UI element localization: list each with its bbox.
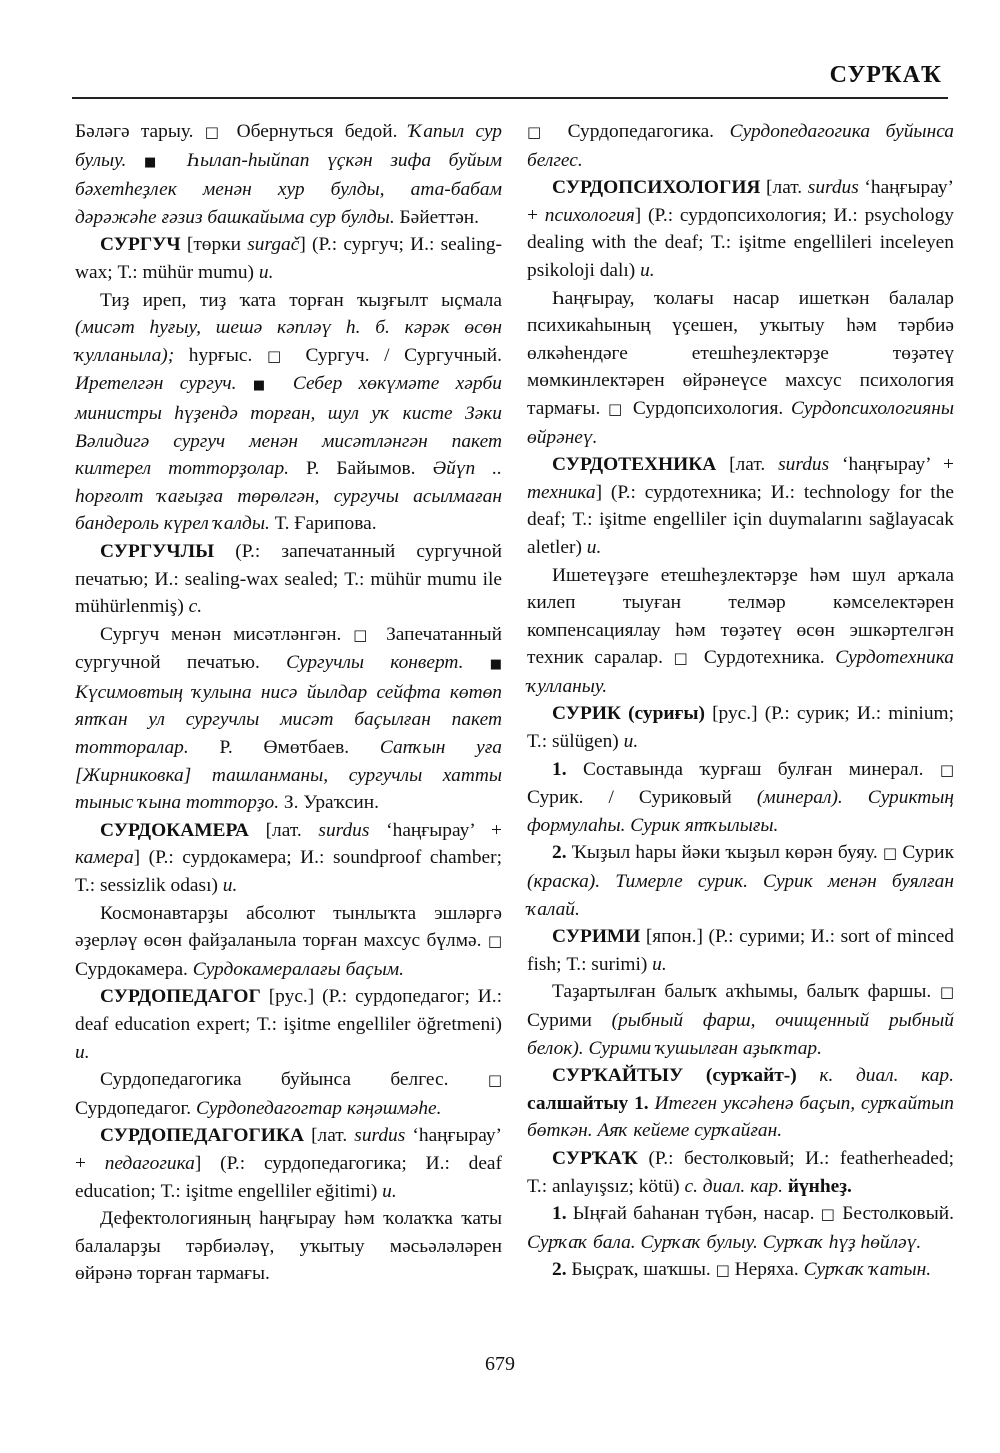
dictionary-paragraph xyxy=(75,287,502,538)
headword: 2. xyxy=(552,1259,567,1281)
italic-text: Әйүп .. һорғолт ҡағыҙға төрөлгән, сургучы асылмаған бандероль күрел ҡалды. xyxy=(75,458,502,535)
entry-text: ‘һаңғырау’ + xyxy=(75,1125,502,1174)
entry-text: ] (Р.: сурдопсихология; И.: psychology dealing with the deaf; Т.: işitme engellileri inceleyen psikoloji dalı) xyxy=(527,204,954,281)
italic-text: психология xyxy=(544,204,635,226)
entry-text: Обернуться бедой. xyxy=(225,121,409,142)
left-column xyxy=(75,118,502,1288)
italic-text: (рыбный фарш, очищенный рыбный белок). Сурими ҡушылған аҙыҡтар. xyxy=(527,1010,954,1059)
italic-text: Сурҡаҡ ҡатын. xyxy=(803,1259,932,1281)
entry-text: Сургуч. / Сургучный. xyxy=(290,344,502,366)
italic-text: педагогика xyxy=(104,1152,195,1174)
italic-text: (минерал). Суриктың формулаһы. Сурик ятҡылығы. xyxy=(527,787,955,836)
italic-text: Һылап-һыйпап үҫкән зифа буйым бәхетһеҙлек менән хур булды, ата-бабам дәрәжәһе ғәзиз башкайыма сур булды. xyxy=(75,149,502,228)
dictionary-paragraph xyxy=(75,1066,502,1122)
headword: СУРДОТЕХНИКА xyxy=(552,454,717,476)
dictionary-paragraph xyxy=(75,900,502,984)
dictionary-paragraph xyxy=(75,817,502,900)
dictionary-paragraph xyxy=(527,756,954,840)
dictionary-paragraph xyxy=(527,1200,954,1256)
italic-text: с. диал. кар. xyxy=(684,1175,783,1197)
italic-text: Күсимовтың ҡулына нисә йылдар сейфта көтөп ятҡан ул сургучлы мисәт баҫылған пакет тотторалар. xyxy=(75,681,502,759)
italic-text: surgač xyxy=(247,234,300,256)
italic-text: Сурдопсихологияны өйрәнеү. xyxy=(527,397,954,448)
headword: СУРГУЧ xyxy=(100,234,181,256)
headword: СУРИМИ xyxy=(552,926,641,948)
headword: СУРИК (суриғы) xyxy=(552,703,705,725)
entry-text: [рус.] (Р.: сурдопедагог; И.: deaf education expert; Т.: işitme engelliler öğretmeni) xyxy=(75,986,502,1035)
dictionary-paragraph xyxy=(527,1062,954,1145)
italic-text: и. xyxy=(75,1041,90,1063)
dictionary-paragraph xyxy=(75,118,502,231)
italic-text: и. xyxy=(652,953,667,975)
entry-text: Дефектологияның һаңғырау һәм ҡолаҡҡа ҡаты балаларҙы тәрбиәләү, уҡытыу мәсьәләләрен өйрәнә торған тармағы. xyxy=(75,1208,502,1285)
entry-text: Сурдопедагогика. xyxy=(551,121,730,142)
open-box-symbol: □ xyxy=(204,123,226,141)
entry-text: Сурдопедагогика буйынса белгес. xyxy=(100,1069,488,1091)
entry-text: Запечатанный сургучной печатью. xyxy=(75,623,502,674)
dictionary-paragraph xyxy=(527,978,954,1062)
italic-text: Ҡапыл сур булыу. xyxy=(75,121,502,171)
entry-text: Сурдопсихология. xyxy=(625,397,791,419)
open-box-symbol: □ xyxy=(820,1205,837,1224)
headword: 1. xyxy=(552,1203,567,1225)
italic-text: Сурдокамералағы баҫым. xyxy=(192,958,404,980)
entry-text: [лат. xyxy=(760,177,808,199)
entry-text: [лат. xyxy=(716,454,779,476)
entry-text: Сурик xyxy=(897,842,954,864)
entry-text: Сурдопедагог. xyxy=(75,1097,196,1119)
dictionary-paragraph xyxy=(527,1145,954,1200)
italic-text: Итеген уксәһенә баҫып, сурҡайтып бөткән. Аяҡ кейеме сурҡайған. xyxy=(527,1092,954,1142)
headword: салшайтыу 1. xyxy=(527,1092,649,1114)
headword: СУРДОПЕДАГОГИКА xyxy=(100,1125,304,1147)
italic-text: и. xyxy=(586,536,602,558)
dictionary-paragraph xyxy=(527,562,954,701)
headword: йүнһеҙ. xyxy=(787,1175,852,1197)
italic-text: (мисәт һуғыу, шешә кәпләү һ. б. кәрәк өсөн ҡулланыла); xyxy=(75,317,502,366)
open-box-symbol: □ xyxy=(939,983,954,1002)
italic-text: техника xyxy=(527,481,596,503)
entry-text: (Р.: бестолковый; И.: featherheaded; Т.: anlayışsız; kötü) xyxy=(527,1147,954,1197)
entry-text: З. Ураҡсин. xyxy=(279,792,379,814)
entry-text: [лат. xyxy=(248,819,319,841)
dictionary-paragraph xyxy=(75,538,502,621)
filled-square-symbol: ■ xyxy=(489,657,502,673)
open-box-symbol: □ xyxy=(608,399,626,418)
italic-text: Иретелгән сургуч. xyxy=(75,373,253,395)
dictionary-paragraph xyxy=(527,285,954,452)
entry-text xyxy=(797,1065,820,1086)
italic-text: Сургучлы конверт. xyxy=(286,652,490,674)
open-box-symbol: □ xyxy=(527,123,552,141)
dictionary-paragraph xyxy=(527,118,954,174)
dictionary-paragraph xyxy=(75,983,502,1066)
entry-text: [япон.] (Р.: сурими; И.: sort of minced fish; Т.: surimi) xyxy=(527,926,954,975)
headword: СУРДОКАМЕРА xyxy=(100,819,249,841)
italic-text: камера xyxy=(75,847,134,869)
entry-text: Сурдокамера. xyxy=(75,958,193,980)
headword: СУРДОПСИХОЛОГИЯ xyxy=(552,177,761,199)
entry-text: Ыңғай баһанан түбән, насар. xyxy=(566,1203,821,1225)
dictionary-paragraph xyxy=(527,839,954,923)
italic-text: и. xyxy=(640,259,655,281)
open-box-symbol: □ xyxy=(882,844,898,863)
header-rule xyxy=(72,97,948,99)
dictionary-paragraph xyxy=(527,700,954,755)
entry-text: Ишетеүҙәге етешһеҙлектәрҙе һәм шул арҡала килеп тыуған телмәр кәмселектәрен компенсациялау һәм төҙәтеү өсөн эшкәртелгән техник саралар. xyxy=(527,564,954,669)
entry-text: Т. Ғарипова. xyxy=(269,513,377,535)
italic-text: Сурдопедагогика буйынса белгес. xyxy=(527,121,954,171)
entry-text: Тиҙ иреп, тиҙ ҡата торған ҡыҙғылт ыҫмала xyxy=(100,289,502,311)
entry-text: Быҫраҡ, шаҡшы. xyxy=(566,1259,716,1281)
entry-text: ‘һаңғырау’ + xyxy=(527,177,955,226)
entry-text: Составында ҡурғаш булған минерал. xyxy=(566,758,940,780)
italic-text: и. xyxy=(623,731,639,753)
italic-text: и. xyxy=(382,1180,397,1202)
dictionary-paragraph xyxy=(75,1205,502,1288)
italic-text: Себер хөкүмәте хәрби министры һүҙендә торған, шул уҡ кисте Зәки Вәлидигә сургуч менән мисәтләнгән пакет килтерел тотторҙолар. xyxy=(75,373,502,480)
italic-text: и. xyxy=(258,261,274,283)
entry-text: Таҙартылған балыҡ аҡһымы, балыҡ фаршы. xyxy=(552,981,940,1003)
headword: СУРГУЧЛЫ xyxy=(100,540,215,562)
italic-text: с. xyxy=(188,596,203,618)
italic-text: Сурдопедагогтар кәңәшмәһе. xyxy=(195,1097,442,1119)
headword: СУРҠАЙТЫУ (сурҡайт-) xyxy=(552,1065,797,1087)
entry-text: Бәләгә тарыу. xyxy=(75,121,205,142)
headword: 2. xyxy=(552,842,567,864)
running-head: СУРҠАҠ xyxy=(829,62,942,88)
dictionary-paragraph xyxy=(75,621,502,817)
entry-text: Р. Байымов. xyxy=(289,458,433,480)
open-box-symbol: □ xyxy=(353,625,375,644)
open-box-symbol: □ xyxy=(266,346,291,365)
italic-text: к. диал. кар. xyxy=(819,1065,954,1087)
filled-square-symbol: ■ xyxy=(252,378,277,394)
italic-text: surdus xyxy=(318,819,370,841)
headword: СУРДОПЕДАГОГ xyxy=(100,986,261,1008)
italic-text: Сурҡаҡ бала. Сурҡаҡ булыу. Сурҡаҡ һүҙ һөйләү. xyxy=(527,1231,922,1253)
italic-text: surdus xyxy=(778,454,830,476)
open-box-symbol: □ xyxy=(487,1071,502,1090)
right-column xyxy=(527,118,954,1285)
entry-text: Сурими xyxy=(527,1010,612,1031)
italic-text: Сапҡын уға [Жирниковка] ташланманы, сургучлы хатты тыныс ҡына тотторҙо. xyxy=(75,737,502,814)
entry-text: ] (Р.: сурдотехника; И.: technology for the deaf; Т.: işitme engelliler için duymalarını sağlayacak aletler) xyxy=(527,481,954,558)
entry-text: Бәйеттән. xyxy=(394,206,480,228)
italic-text: (краска). Тимерле сурик. Сурик менән буялған ҡалай. xyxy=(527,871,954,920)
dictionary-paragraph xyxy=(527,923,954,978)
italic-text: surdus xyxy=(354,1125,406,1147)
entry-text: [лат. xyxy=(303,1125,355,1147)
page-number: 679 xyxy=(485,1353,515,1375)
entry-text: һурғыс. xyxy=(174,344,267,366)
entry-text: Р. Өмөтбаев. xyxy=(188,737,380,759)
entry-text: Бестолковый. xyxy=(836,1203,954,1225)
entry-text: ] (Р.: сурдокамера; И.: soundproof chamber; Т.: sessizlik odası) xyxy=(75,847,502,897)
dictionary-paragraph xyxy=(75,231,502,286)
open-box-symbol: □ xyxy=(487,932,502,951)
open-box-symbol: □ xyxy=(673,649,694,668)
entry-text: Ҡыҙыл һары йәки ҡыҙыл көрән буяу. xyxy=(566,842,883,864)
entry-text: [рус.] (Р.: сурик; И.: minium; Т.: sülügen) xyxy=(527,703,954,753)
open-box-symbol: □ xyxy=(715,1261,730,1280)
entry-text: Сурик. / Суриковый xyxy=(527,787,757,809)
entry-text: (Р.: запечатанный сургучной печатью; И.: sealing-wax sealed; Т.: mühür mumu ile mühürlenmiş) xyxy=(75,540,502,618)
open-box-symbol: □ xyxy=(939,760,954,779)
entry-text: Сургуч менән мисәтләнгән. xyxy=(100,623,354,645)
headword: СУРҠАҠ xyxy=(552,1147,638,1169)
entry-text: ] (Р.: сургуч; И.: sealing-wax; Т.: mühür mumu) xyxy=(75,234,502,283)
italic-text: surdus xyxy=(807,177,859,199)
dictionary-paragraph xyxy=(527,174,954,284)
entry-text: ‘һаңғырау’ + xyxy=(829,454,954,476)
italic-text: Сурдотехника ҡулланыу. xyxy=(527,647,954,697)
entry-text: [төрки xyxy=(180,234,248,256)
dictionary-paragraph xyxy=(527,451,954,561)
entry-text: Космонавтарҙы абсолют тынлыҡта эшләргә әҙерләү өсөн файҙаланыла торған махсус бүлмә. xyxy=(75,902,502,952)
entry-text: Һаңғырау, ҡолағы насар ишеткән балалар психикаһының үҫешен, уҡытыу һәм тәрбиә өлкәһендәге етешһеҙлектәрҙе төҙәтеү мөмкинлектәрен өйрәнеүсе махсус психология тармағы. xyxy=(527,287,954,419)
entry-text: ] (Р.: сурдопедагогика; И.: deaf education; Т.: işitme engelliler eğitimi) xyxy=(75,1152,502,1202)
italic-text: и. xyxy=(222,875,238,897)
dictionary-paragraph xyxy=(75,1122,502,1205)
entry-text: Сурдотехника. xyxy=(693,647,836,669)
filled-square-symbol: ■ xyxy=(144,154,170,170)
headword: 1. xyxy=(552,758,567,780)
dictionary-paragraph xyxy=(527,1256,954,1285)
entry-text: ‘һаңғырау’ + xyxy=(369,819,502,841)
entry-text: Неряха. xyxy=(729,1259,804,1281)
